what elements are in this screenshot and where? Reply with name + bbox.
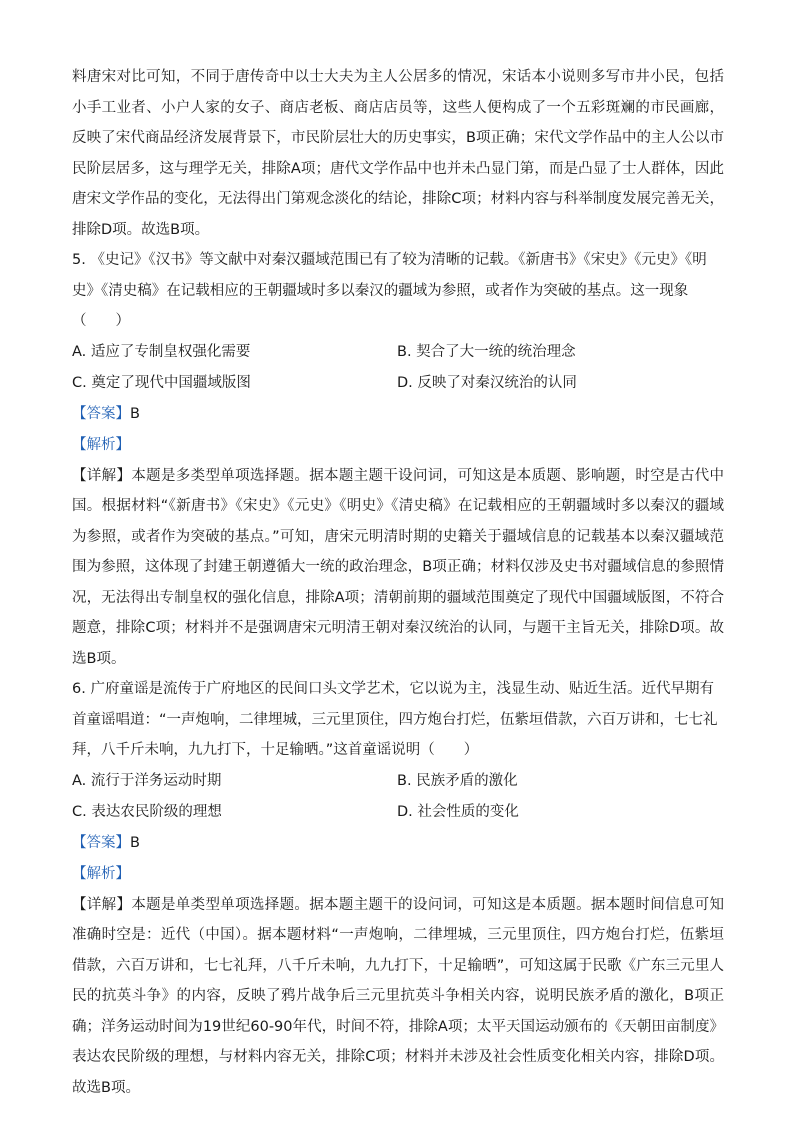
question-5-options-row-2 [72,368,724,399]
question-6-option-c: C. 表达农民阶级的理想 [72,803,222,820]
analysis-label: 【解析】 [72,865,130,882]
question-6-detail [72,890,724,1104]
answer-label: 【答案】 [72,405,130,422]
question-6 [72,674,724,1103]
answer-value: B [130,834,140,851]
detail-label: 【详解】 [72,896,132,913]
question-5-option-b: B. 契合了大一统的统治理念 [397,343,576,360]
question-5 [72,245,724,674]
question-6-option-a: A. 流行于洋务运动时期 [72,772,222,789]
analysis-label: 【解析】 [72,436,130,453]
detail-label: 【详解】 [72,467,132,484]
question-5-option-c: C. 奠定了现代中国疆域版图 [72,374,251,391]
question-5-options-row-1 [72,337,724,368]
question-5-stem: 5. 《史记》《汉书》等文献中对秦汉疆域范围已有了较为清晰的记载。《新唐书》《宋史》《元史》《明史》《清史稿》在记载相应的王朝疆域时多以秦汉的疆域为参照，或者作为突破的基点。这一现象（ ） [72,252,707,329]
document-content [72,62,724,1103]
answer-label: 【答案】 [72,834,130,851]
question-5-option-a: A. 适应了专制皇权强化需要 [72,343,251,360]
question-6-options-row-1 [72,766,724,797]
question-5-analysis [72,430,724,461]
answer-value: B [130,405,140,422]
previous-explanation: 料唐宋对比可知，不同于唐传奇中以士大夫为主人公居多的情况，宋话本小说则多写市井小民，包括小手工业者、小户人家的女子、商店老板、商店店员等，这些人便构成了一个五彩斑斓的市民画廊，反映了宋代商品经济发展背景下，市民阶层壮大的历史事实，B项正确；宋代文学作品中的主人公以市民阶层居多，这与理学无关，排除A项；唐代文学作品中也并未凸显门第，而是凸显了士人群体，因此唐宋文学作品的变化，无法得出门第观念淡化的结论，排除C项；材料内容与科举制度发展完善无关，排除D项。故选B项。 [72,69,724,238]
question-6-stem: 6. 广府童谣是流传于广府地区的民间口头文学艺术，它以说为主，浅显生动、贴近生活。近代早期有首童谣唱道：“一声炮响，二律埋城，三元里顶住，四方炮台打烂，伍紫垣借款，六百万讲和，七七礼拜，八千斤未响，九九打下，十足输晒。”这首童谣说明（ ） [72,681,718,758]
question-6-options-row-2 [72,797,724,828]
question-5-answer [72,399,724,430]
question-5-detail [72,461,724,675]
question-6-analysis [72,859,724,890]
question-5-option-d: D. 反映了对秦汉统治的认同 [397,374,577,391]
question-6-option-d: D. 社会性质的变化 [397,803,519,820]
detail-text: 本题是单类型单项选择题。据本题主题干的设问词，可知这是本质题。据本题时间信息可知准确时空是：近代（中国）。据本题材料“一声炮响，二律埋城，三元里顶住，四方炮台打烂，伍紫垣借款，六百万讲和，七七礼拜，八千斤未响，九九打下，十足输晒”，可知这属于民歌《广东三元里人民的抗英斗争》的内容，反映了鸦片战争后三元里抗英斗争相关内容，说明民族矛盾的激化，B项正确；洋务运动时间为19世纪60-90年代，时间不符，排除A项；太平天国运动颁布的《天朝田亩制度》表达农民阶级的理想，与材料内容无关，排除C项；材料并未涉及社会性质变化相关内容，排除D项。故选B项。 [72,896,725,1096]
question-6-option-b: B. 民族矛盾的激化 [397,772,518,789]
question-6-answer [72,828,724,859]
detail-text: 本题是多类型单项选择题。据本题主题干设问词，可知这是本质题、影响题，时空是古代中国。根据材料“《新唐书》《宋史》《元史》《明史》《清史稿》在记载相应的王朝疆域时多以秦汉的疆域为参照，或者作为突破的基点。”可知，唐宋元明清时期的史籍关于疆域信息的记载基本以秦汉疆域范围为参照，这体现了封建王朝遵循大一统的政治理念，B项正确；材料仅涉及史书对疆域信息的参照情况，无法得出专制皇权的强化信息，排除A项；清朝前期的疆域范围奠定了现代中国疆域版图，不符合题意，排除C项；材料并不是强调唐宋元明清王朝对秦汉统治的认同，与题干主旨无关，排除D项。故选B项。 [72,467,725,667]
